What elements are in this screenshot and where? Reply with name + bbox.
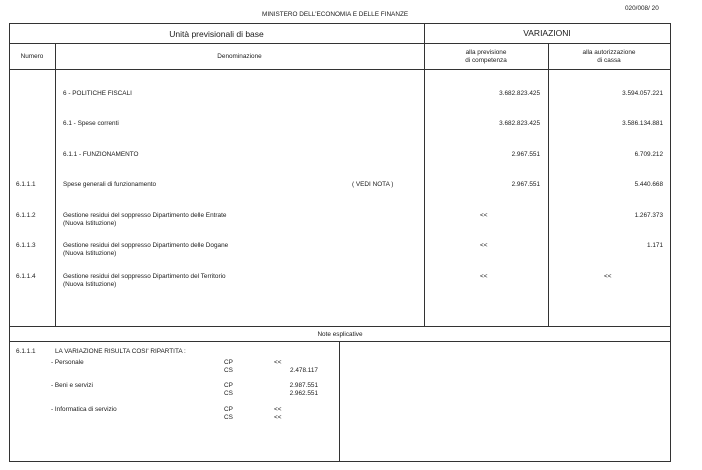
row-denominazione-note: (Nuova Istituzione) [63,281,117,288]
row-competenza: << [480,212,488,219]
note-item-label: - Informatica di servizio [51,406,117,413]
notes-heading: LA VARIAZIONE RISULTA COSI' RIPARTITA : [55,348,186,355]
note-cp-value: << [274,359,282,366]
note-cs-label: CS [224,414,233,421]
note-cp-value: << [274,406,282,413]
row-numero: 6.1.1.4 [16,273,36,280]
column-header-denominazione: Denominazione [217,53,262,60]
note-cp-value: 2.987.551 [289,382,318,389]
note-cs-label: CS [224,390,233,397]
note-cs-value: 2.962.551 [289,390,318,397]
row-numero: 6.1.1.1 [16,181,36,188]
row-numero: 6.1.1.3 [16,242,36,249]
note-cp-label: CP [224,359,233,366]
row-denominazione: Gestione residui del soppresso Dipartimento delle Entrate [63,212,227,219]
note-cs-value: 2.478.117 [290,367,318,374]
row-nota: ( VEDI NOTA ) [352,181,394,188]
row-denominazione-note: (Nuova Istituzione) [63,220,117,227]
row-competenza: 2.967.551 [511,181,540,188]
note-cp-label: CP [224,382,233,389]
column-header-cassa-line2: di cassa [597,57,621,64]
page-reference: 020/008/ 20 [625,5,659,12]
notes-ref: 6.1.1.1 [16,348,36,355]
notes-title: Note esplicative [317,331,363,338]
row-denominazione: 6.1 - Spese correnti [63,120,119,127]
column-header-cassa-line1: alla autorizzazione [582,49,636,56]
row-competenza: << [480,273,488,280]
row-competenza: 3.682.823.425 [499,90,540,97]
row-denominazione: Spese generali di funzionamento [63,181,157,188]
row-denominazione-note: (Nuova Istituzione) [63,250,117,257]
column-header-competenza-line1: alla previsione [465,49,507,56]
note-item-label: - Beni e servizi [51,382,93,389]
row-denominazione: Gestione residui del soppresso Dipartimento del Territorio [63,273,226,280]
row-numero: 6.1.1.2 [16,212,36,219]
variazioni-header: VARIAZIONI [523,28,571,38]
row-competenza: << [480,242,488,249]
row-competenza: 3.682.823.425 [499,120,540,127]
column-header-numero: Numero [20,53,44,60]
upb-header: Unità previsionali di base [169,29,264,39]
row-denominazione: 6 - POLITICHE FISCALI [63,90,132,97]
row-cassa: 6.709.212 [634,151,663,158]
note-cp-label: CP [224,406,233,413]
row-cassa: 3.586.134.881 [622,120,663,127]
row-cassa: 3.594.057.221 [622,90,663,97]
ministry-title: MINISTERO DELL'ECONOMIA E DELLE FINANZE [262,11,409,18]
note-cs-value: << [274,414,282,421]
note-item-label: - Personale [51,359,84,366]
row-cassa: 1.267.373 [634,212,663,219]
row-cassa: << [604,273,612,280]
row-cassa: 5.440.668 [634,181,663,188]
row-competenza: 2.967.551 [511,151,540,158]
column-header-competenza-line2: di competenza [465,57,507,64]
note-cs-label: CS [224,367,233,374]
row-denominazione: Gestione residui del soppresso Dipartimento delle Dogane [63,242,229,249]
row-cassa: 1.171 [647,242,663,249]
row-denominazione: 6.1.1 - FUNZIONAMENTO [63,151,139,158]
